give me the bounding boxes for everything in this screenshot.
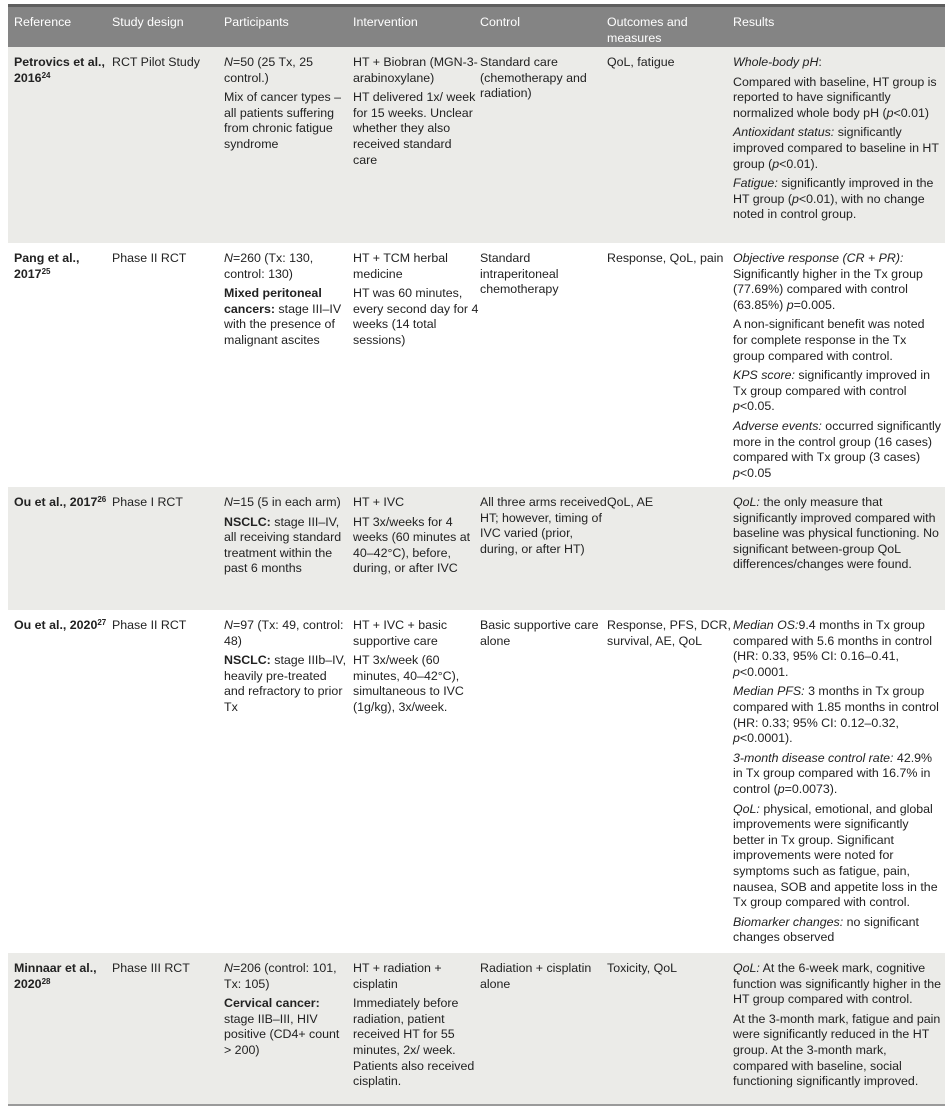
cell-intervention: HT + IVC + basic supportive care HT 3x/week (60 minutes, 40–42°C), simultaneous to IVC (1g/kg), 3x/week. — [353, 618, 464, 714]
cell-control: Standard intraperitoneal chemotherapy — [480, 251, 559, 297]
header-intervention: Intervention — [353, 15, 418, 29]
cell-participants: N=206 (control: 101, Tx: 105) Cervical cancer: stage IIB–III, HIV positive (CD4+ count > 200) — [224, 961, 340, 1057]
cell-control: All three arms received HT; however, timing of IVC varied (prior, during, or after HT) — [480, 495, 607, 556]
cell-participants: N=97 (Tx: 49, control: 48) NSCLC: stage IIIb–IV, heavily pre-treated and refractory to prior Tx — [224, 618, 347, 714]
cell-outcomes: QoL, AE — [607, 495, 654, 509]
cell-reference: Minnaar et al., 2020$^{28}$ — [14, 961, 97, 991]
cell-study-design: Phase I RCT — [112, 495, 183, 509]
header-study-design: Study design — [112, 15, 184, 29]
header-outcomes: Outcomes and measures — [607, 15, 688, 45]
cell-control: Basic supportive care alone — [480, 618, 599, 648]
cell-reference: Petrovics et al., 2016$^{24}$ — [14, 55, 105, 85]
cell-intervention: HT + TCM herbal medicine HT was 60 minutes, every second day for 4 weeks (14 total sessions) — [353, 251, 479, 347]
table-row — [8, 243, 945, 487]
cell-results: Whole-body pH: Compared with baseline, HT group is reported to have significantly normalized whole body pH (p<0.01) Antioxidant status: significantly improved compared to baseline in HT group (p<0.01). Fatigue: significantly improved in the HT group (p<0.01), with no change noted in control group. — [733, 55, 939, 222]
table-bottom-rule — [8, 1104, 945, 1106]
table-row — [8, 610, 945, 953]
cell-reference: Ou et al., 2017$^{26}$ — [14, 495, 107, 509]
table-header — [8, 7, 945, 47]
cell-outcomes: Toxicity, QoL — [607, 961, 678, 975]
cell-intervention: HT + IVC HT 3x/weeks for 4 weeks (60 minutes at 40–42°C), before, during, or after IVC — [353, 495, 471, 576]
cell-reference: Pang et al., 2017$^{25}$ — [14, 251, 80, 281]
cell-control: Radiation + cisplatin alone — [480, 961, 592, 991]
cell-participants: N=50 (25 Tx, 25 control.) Mix of cancer types – all patients suffering from chronic fatigue syndrome — [224, 55, 342, 151]
cell-participants: N=260 (Tx: 130, control: 130) Mixed peritoneal cancers: stage III–IV with the presence of malignant ascites — [224, 251, 342, 347]
table-row — [8, 487, 945, 610]
cell-study-design: Phase II RCT — [112, 618, 187, 632]
header-control: Control — [480, 15, 520, 29]
header-reference: Reference — [14, 15, 72, 29]
cell-results: Median OS:9.4 months in Tx group compared with 5.6 months in control (HR: 0.33, 95% CI: 0.16–0.41, p<0.0001. Median PFS: 3 months in Tx group compared with 1.85 months in control (HR: 0.33; 95% CI: 0.12–0.32, p<0.0001). 3-month disease control rate: 42.9% in Tx group compared with 16.7% in control (p=0.0073). QoL: physical, emotional, and global improvements were significantly better in Tx group. Significant improvements were noted for symptoms such as fatigue, pain, nausea, SOB and appetite loss in the Tx group compared with control. Biomarker changes: no significant changes observed — [733, 618, 939, 945]
cell-outcomes: QoL, fatigue — [607, 55, 675, 69]
cell-study-design: Phase II RCT — [112, 251, 187, 265]
header-results: Results — [733, 15, 775, 29]
cell-results: QoL: the only measure that significantly improved compared with baseline was physical functioning. No significant between-group QoL differences/changes were found. — [733, 495, 939, 572]
cell-intervention: HT + radiation + cisplatin Immediately before radiation, patient received HT for 55 minutes, 2x/ week. Patients also received cisplatin. — [353, 961, 475, 1089]
cell-participants: N=15 (5 in each arm) NSCLC: stage III–IV, all receiving standard treatment within the past 6 months — [224, 495, 342, 576]
table-row — [8, 953, 945, 1104]
cell-study-design: Phase III RCT — [112, 961, 190, 975]
cell-outcomes: Response, QoL, pain — [607, 251, 724, 265]
cell-intervention: HT + Biobran (MGN-3-arabinoxylane) HT delivered 1x/ week for 15 weeks. Unclear whether they also received standard care — [353, 55, 478, 167]
cell-results: QoL: At the 6-week mark, cognitive function was significantly higher in the HT group compared with control. At the 3-month mark, fatigue and pain were significantly reduced in the HT group. At the 3-month mark, compared with baseline, social functioning significantly improved. — [733, 961, 942, 1089]
header-participants: Participants — [224, 15, 289, 29]
table-row — [8, 47, 945, 243]
cell-control: Standard care (chemotherapy and radiation) — [480, 55, 587, 101]
cell-results: Objective response (CR + PR): Significantly higher in the Tx group (77.69%) compared with control (63.85%) p=0.005. A non-significant benefit was noted for complete response in the Tx group compared with control. KPS score: significantly improved in Tx group compared with control p<0.05. Adverse events: occurred significantly more in the control group (16 cases) compared with Tx group (3 cases) p<0.05 — [733, 251, 941, 480]
cell-reference: Ou et al., 2020$^{27}$ — [14, 618, 107, 632]
cell-study-design: RCT Pilot Study — [112, 55, 200, 69]
cell-outcomes: Response, PFS, DCR, survival, AE, QoL — [607, 618, 731, 648]
